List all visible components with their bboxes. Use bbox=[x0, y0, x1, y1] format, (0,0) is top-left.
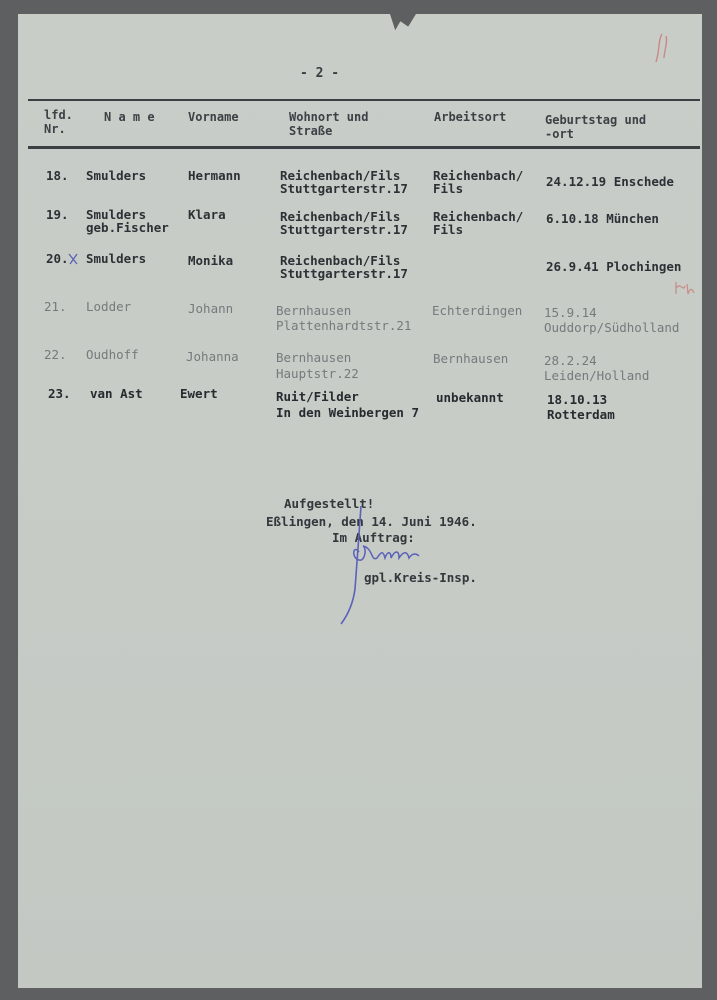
row-name: Smulders geb.Fischer bbox=[86, 207, 169, 235]
closing-line-aufgestellt: Aufgestellt! bbox=[284, 496, 375, 511]
row-vorname: Klara bbox=[188, 207, 226, 222]
row-arbeitsort: Reichenbach/ Fils bbox=[433, 168, 524, 196]
row-number: 21. bbox=[44, 299, 67, 314]
row-vorname: Johanna bbox=[186, 349, 239, 364]
row-geburtstag: 15.9.14 Ouddorp/Südholland bbox=[544, 305, 680, 335]
row-wohnort: Bernhausen Plattenhardtstr.21 bbox=[276, 303, 412, 333]
row-geburtstag: 18.10.13 Rotterdam bbox=[547, 392, 615, 422]
row-number: 18. bbox=[46, 168, 69, 183]
row-name: van Ast bbox=[90, 386, 143, 401]
row-wohnort: Ruit/Filder In den Weinbergen 7 bbox=[276, 389, 419, 420]
table-top-rule bbox=[28, 99, 700, 101]
row-arbeitsort: Reichenbach/ Fils bbox=[433, 209, 524, 237]
row-vorname: Ewert bbox=[180, 386, 218, 401]
paper-tear bbox=[390, 14, 416, 32]
row-number: 23. bbox=[48, 386, 71, 401]
row-name: Smulders bbox=[86, 168, 147, 183]
row-name: Smulders bbox=[86, 251, 147, 266]
handwritten-x-mark bbox=[67, 252, 79, 266]
document-page bbox=[18, 14, 702, 988]
row-number: 22. bbox=[44, 347, 67, 362]
closing-line-place-date: Eßlingen, den 14. Juni 1946. bbox=[266, 514, 477, 529]
handwritten-signature bbox=[333, 494, 443, 634]
row-name: Oudhoff bbox=[86, 347, 139, 362]
row-arbeitsort: Bernhausen bbox=[433, 351, 509, 366]
row-geburtstag: 24.12.19 Enschede bbox=[546, 174, 674, 189]
row-number: 20. bbox=[46, 251, 69, 266]
header-arbeitsort: Arbeitsort bbox=[434, 110, 507, 124]
row-wohnort: Reichenbach/Fils Stuttgarterstr.17 bbox=[280, 253, 408, 281]
row-arbeitsort: unbekannt bbox=[436, 390, 504, 405]
row-name: Lodder bbox=[86, 299, 132, 314]
pencil-margin-mark bbox=[673, 278, 697, 298]
closing-line-im-auftrag: Im Auftrag: bbox=[332, 530, 415, 545]
row-wohnort: Bernhausen Hauptstr.22 bbox=[276, 350, 359, 381]
header-wohnort: Wohnort und Straße bbox=[289, 110, 369, 138]
closing-line-title: gpl.Kreis-Insp. bbox=[364, 570, 477, 585]
row-wohnort: Reichenbach/Fils Stuttgarterstr.17 bbox=[280, 209, 408, 237]
pencil-page-mark bbox=[648, 28, 678, 68]
header-geburtstag: Geburtstag und -ort bbox=[545, 113, 647, 141]
row-wohnort: Reichenbach/Fils Stuttgarterstr.17 bbox=[280, 168, 408, 196]
table-header-rule bbox=[28, 146, 700, 149]
row-arbeitsort: Echterdingen bbox=[432, 303, 523, 318]
row-geburtstag: 28.2.24 Leiden/Holland bbox=[544, 353, 650, 383]
header-name: N a m e bbox=[104, 110, 155, 124]
row-number: 19. bbox=[46, 207, 69, 222]
header-lfd-nr: lfd. Nr. bbox=[44, 108, 73, 136]
row-geburtstag: 6.10.18 München bbox=[546, 211, 659, 226]
page-number: - 2 - bbox=[300, 66, 340, 81]
row-vorname: Monika bbox=[188, 253, 234, 268]
row-vorname: Johann bbox=[188, 301, 234, 316]
row-vorname: Hermann bbox=[188, 168, 241, 183]
row-geburtstag: 26.9.41 Plochingen bbox=[546, 259, 682, 274]
header-vorname: Vorname bbox=[188, 110, 239, 124]
